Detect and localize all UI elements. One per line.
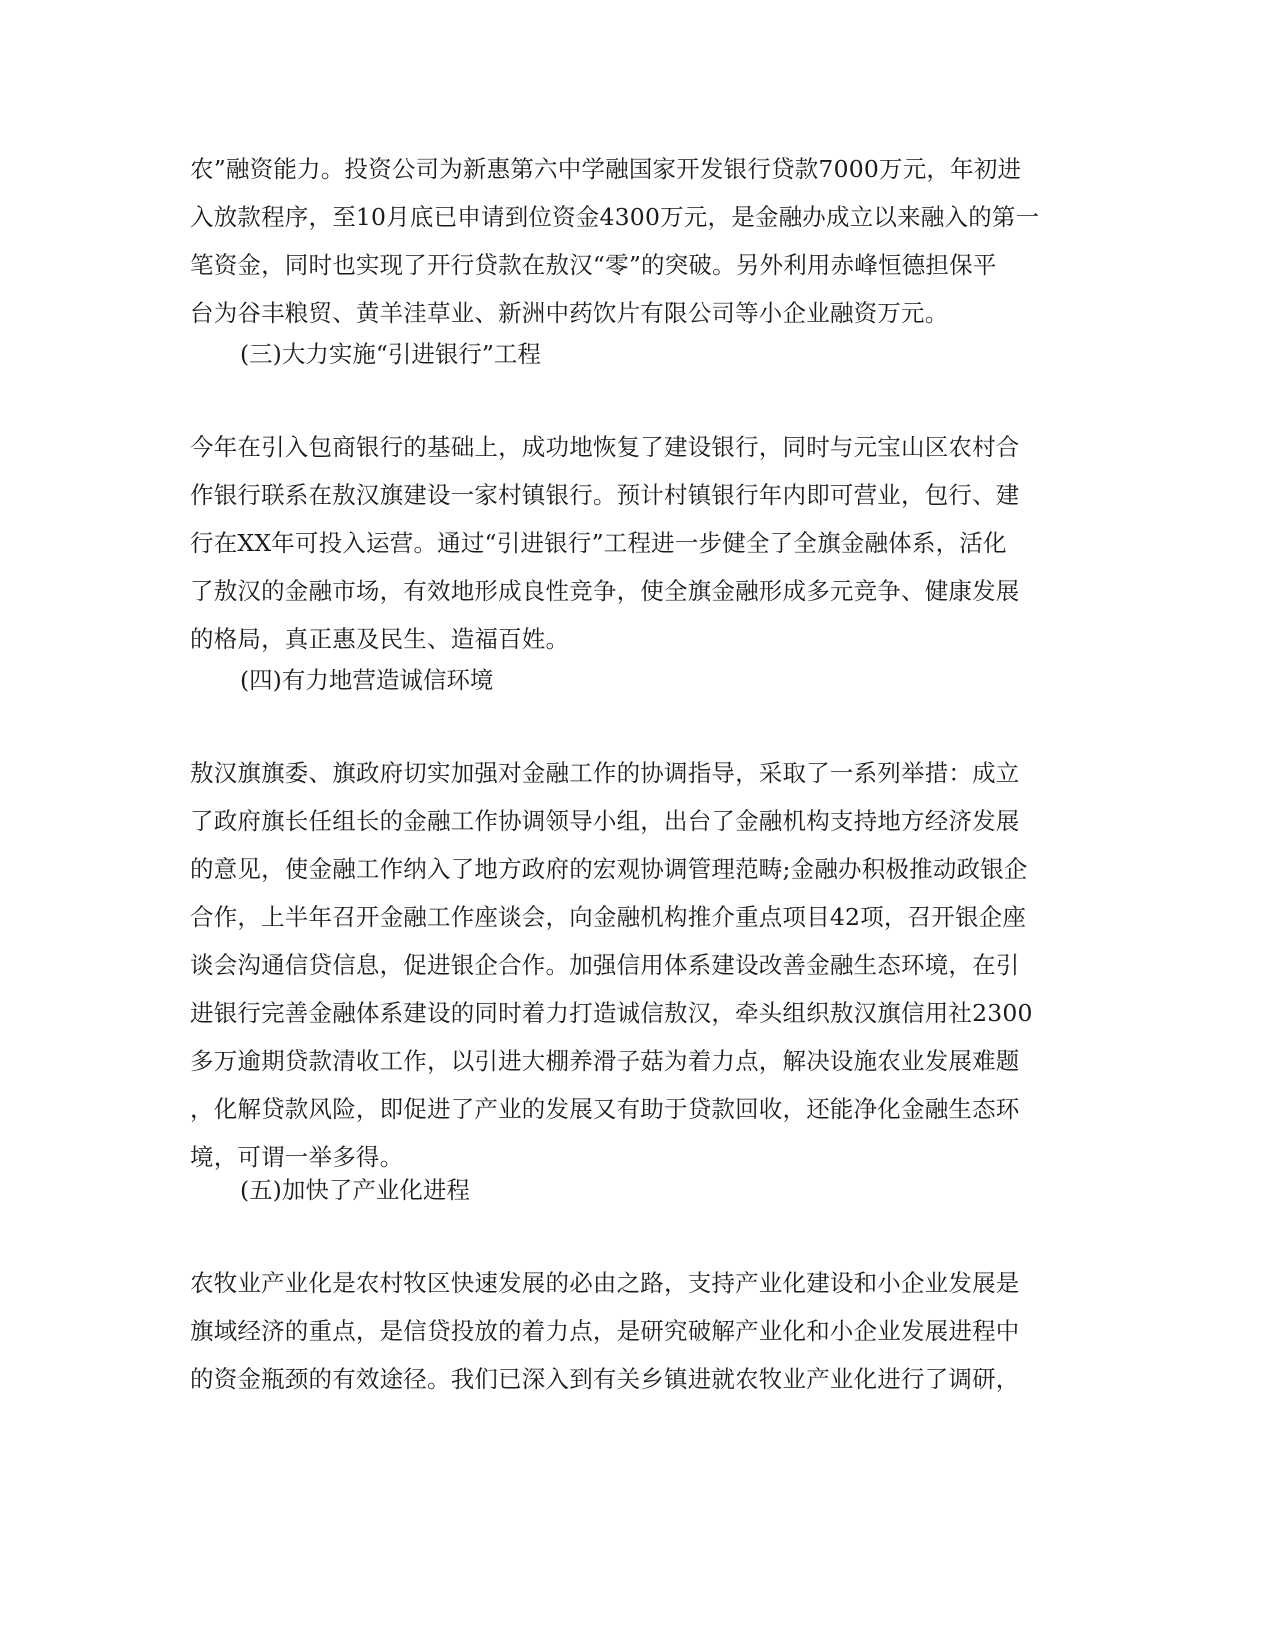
text-line: 台为谷丰粮贸、黄羊洼草业、新洲中药饮片有限公司等小企业融资万元。 [190,299,949,327]
text-line: 笔资金，同时也实现了开行贷款在敖汉“零”的突破。另外利用赤峰恒德担保平 [190,251,997,279]
paragraph-2 [190,423,1070,663]
text-line: 境，可谓一举多得。 [190,1143,404,1171]
text-line: 敖汉旗旗委、旗政府切实加强对金融工作的协调指导，采取了一系列举措：成立 [190,759,1020,787]
text-line: ，化解贷款风险，即促进了产业的发展又有助于贷款回收，还能净化金融生态环 [190,1095,1020,1123]
text-line: 入放款程序，至10月底已申请到位资金4300万元，是金融办成立以来融入的第一 [190,203,1040,231]
paragraph-1 [190,145,1070,337]
text-line: 农”融资能力。投资公司为新惠第六中学融国家开发银行贷款7000万元，年初进 [190,155,1022,183]
section-heading-3: (三)大力实施“引进银行”工程 [240,340,541,368]
text-line: 的意见，使金融工作纳入了地方政府的宏观协调管理范畴;金融办积极推动政银企 [190,855,1028,883]
text-line: 的资金瓶颈的有效途径。我们已深入到有关乡镇进就农牧业产业化进行了调研， [190,1365,1020,1393]
section-heading-4: (四)有力地营造诚信环境 [240,666,494,694]
text-line: 多万逾期贷款清收工作，以引进大棚养滑子菇为着力点，解决设施农业发展难题 [190,1047,1020,1075]
text-line: 行在XX年可投入运营。通过“引进银行”工程进一步健全了全旗金融体系，活化 [190,529,1007,557]
text-line: 旗域经济的重点，是信贷投放的着力点，是研究破解产业化和小企业发展进程中 [190,1317,1020,1345]
paragraph-3 [190,749,1070,1181]
text-line: 谈会沟通信贷信息，促进银企合作。加强信用体系建设改善金融生态环境，在引 [190,951,1020,979]
text-line: 作银行联系在敖汉旗建设一家村镇银行。预计村镇银行年内即可营业，包行、建 [190,481,1020,509]
paragraph-4 [190,1259,1070,1403]
text-line: 今年在引入包商银行的基础上，成功地恢复了建设银行，同时与元宝山区农村合 [190,433,1020,461]
section-heading-5: (五)加快了产业化进程 [240,1176,470,1204]
text-line: 合作，上半年召开金融工作座谈会，向金融机构推介重点项目42项，召开银企座 [190,903,1027,931]
text-line: 了敖汉的金融市场，有效地形成良性竞争，使全旗金融形成多元竞争、健康发展 [190,577,1020,605]
text-line: 农牧业产业化是农村牧区快速发展的必由之路，支持产业化建设和小企业发展是 [190,1269,1020,1297]
text-line: 的格局，真正惠及民生、造福百姓。 [190,625,570,653]
text-line: 进银行完善金融体系建设的同时着力打造诚信敖汉，牵头组织敖汉旗信用社2300 [190,999,1033,1027]
text-line: 了政府旗长任组长的金融工作协调领导小组，出台了金融机构支持地方经济发展 [190,807,1020,835]
